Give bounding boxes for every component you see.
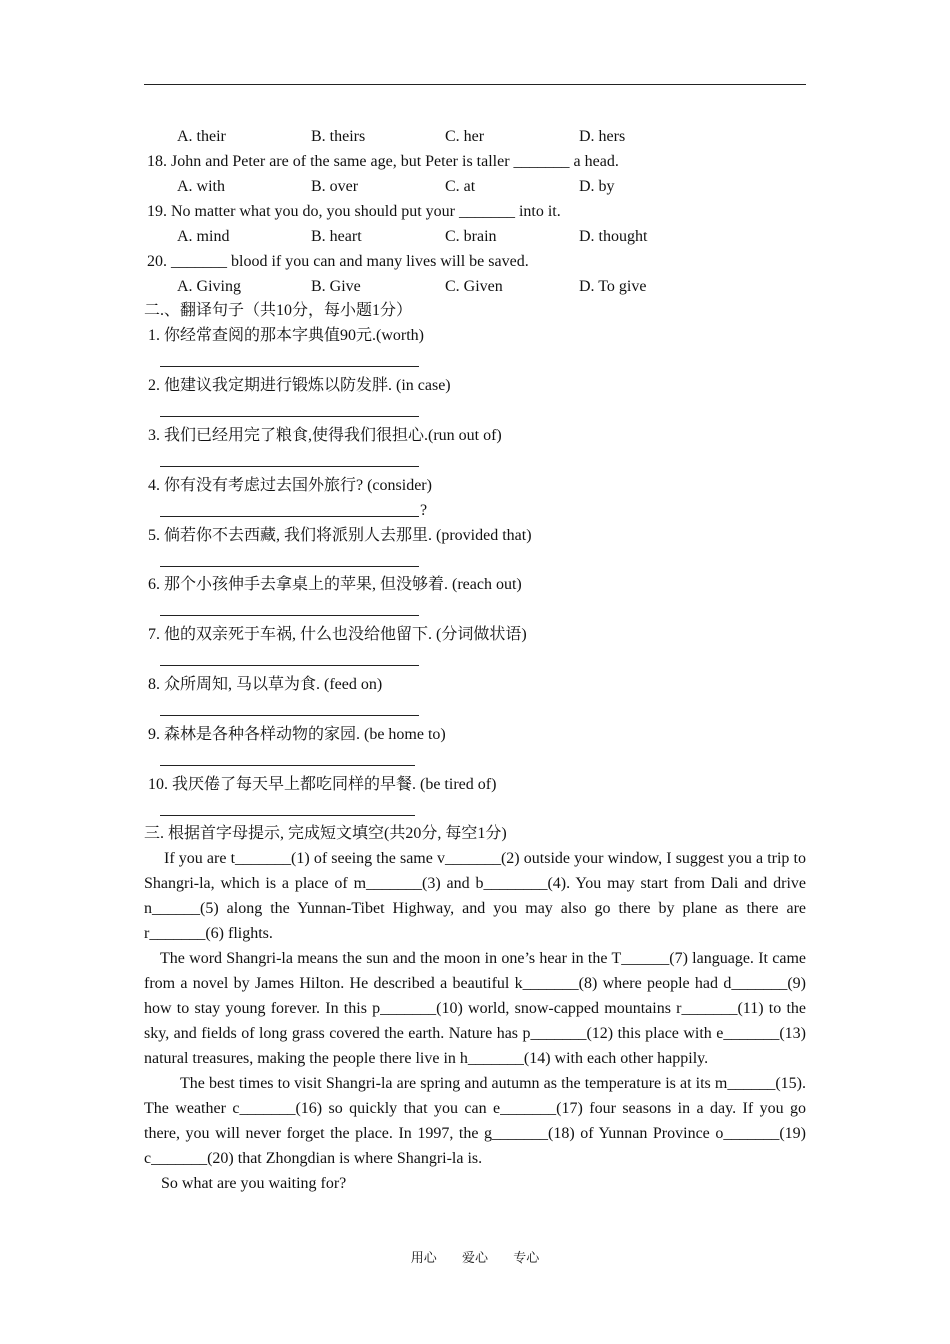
translation-item: 4. 你有没有考虑过去国外旅行? (consider) [148,477,432,494]
cloze-paragraph: So what are you waiting for? [161,1175,347,1192]
option-b: B. heart [311,228,362,245]
mc-options-19 [177,224,777,249]
section-3-heading: 三. 根据首字母提示, 完成短文填空(共20分, 每空1分) [144,825,507,842]
option-b: B. over [311,178,359,195]
answer-blank[interactable] [160,416,419,417]
option-a: A. with [177,178,225,195]
answer-blank[interactable] [160,615,419,616]
translation-item: 6. 那个小孩伸手去拿桌上的苹果, 但没够着. (reach out) [148,576,522,593]
mc-question-19: 19. No matter what you do, you should put your _______ into it. [147,203,561,220]
option-a: A. Giving [177,278,241,295]
option-b: B. theirs [311,128,366,145]
answer-blank[interactable] [160,516,419,517]
cloze-paragraph: If you are t_______(1) of seeing the same v_______(2) outside your window, I suggest you a trip to Shangri-la, which is a place of m_______(3) and b________(4). You may start from Dali and drive n______(5) along the Yunnan-Tibet Highway, and you may also go there by plane as there are r_______(6) flights. [144,850,806,942]
answer-blank[interactable] [160,466,419,467]
section-2-heading: 二.、翻译句子（共10分，每小题1分） [144,302,413,319]
answer-blank[interactable] [160,665,419,666]
option-c: C. Given [445,278,503,295]
translation-item: 3. 我们已经用完了粮食,使得我们很担心.(run out of) [148,427,502,444]
cloze-passage [144,846,806,1196]
translation-item: 1. 你经常查阅的那本字典值90元.(worth) [148,327,424,344]
option-a: A. mind [177,228,230,245]
cloze-paragraph: The word Shangri-la means the sun and the moon in one’s hear in the T______(7) language. It came from a novel by James Hilton. He described a beautiful k_______(8) where people had d_______(9) how to stay young forever. In this p_______(10) world, snow-capped mountains r_______(11) to the sky, and fields of long grass covered the earth. Nature has p_______(12) this place with e_______(13) natural treasures, making the people there live in h_______(14) with each other happily. [144,950,806,1067]
option-c: C. brain [445,228,497,245]
option-c: C. her [445,128,485,145]
cloze-paragraph: The best times to visit Shangri-la are spring and autumn as the temperature is at its m______(15). The weather c_______(16) so quickly that you can e_______(17) four seasons in a day. If you go there, you will never forget the place. In 1997, the g_______(18) of Yunnan Province o_______(19) c_______(20) that Zhongdian is where Shangri-la is. [144,1075,806,1167]
option-d: D. To give [579,278,647,295]
answer-blank[interactable] [160,765,415,766]
answer-blank[interactable] [160,715,419,716]
translation-item: 5. 倘若你不去西藏, 我们将派别人去那里. (provided that) [148,527,532,544]
mc-question-20: 20. _______ blood if you can and many lives will be saved. [147,253,529,270]
mc-options-18 [177,174,777,199]
option-a: A. their [177,128,226,145]
answer-blank[interactable] [160,815,415,816]
question-mark: ? [420,502,428,519]
page-footer: 用心 爱心 专心 [410,1250,540,1265]
translation-item: 7. 他的双亲死于车祸, 什么也没给他留下. (分词做状语) [148,626,527,643]
mc-question-18: 18. John and Peter are of the same age, but Peter is taller _______ a head. [147,153,619,170]
option-d: D. thought [579,228,648,245]
translation-item: 10. 我厌倦了每天早上都吃同样的早餐. (be tired of) [148,776,497,793]
mc-options-17 [177,124,777,149]
header-rule [144,84,806,85]
answer-blank[interactable] [160,566,419,567]
translation-item: 9. 森林是各种各样动物的家园. (be home to) [148,726,446,743]
option-d: D. hers [579,128,626,145]
option-c: C. at [445,178,476,195]
answer-blank[interactable] [160,366,419,367]
translation-item: 2. 他建议我定期进行锻炼以防发胖. (in case) [148,377,451,394]
translation-item: 8. 众所周知, 马以草为食. (feed on) [148,676,383,693]
option-b: B. Give [311,278,361,295]
option-d: D. by [579,178,615,195]
mc-options-20 [177,274,777,299]
